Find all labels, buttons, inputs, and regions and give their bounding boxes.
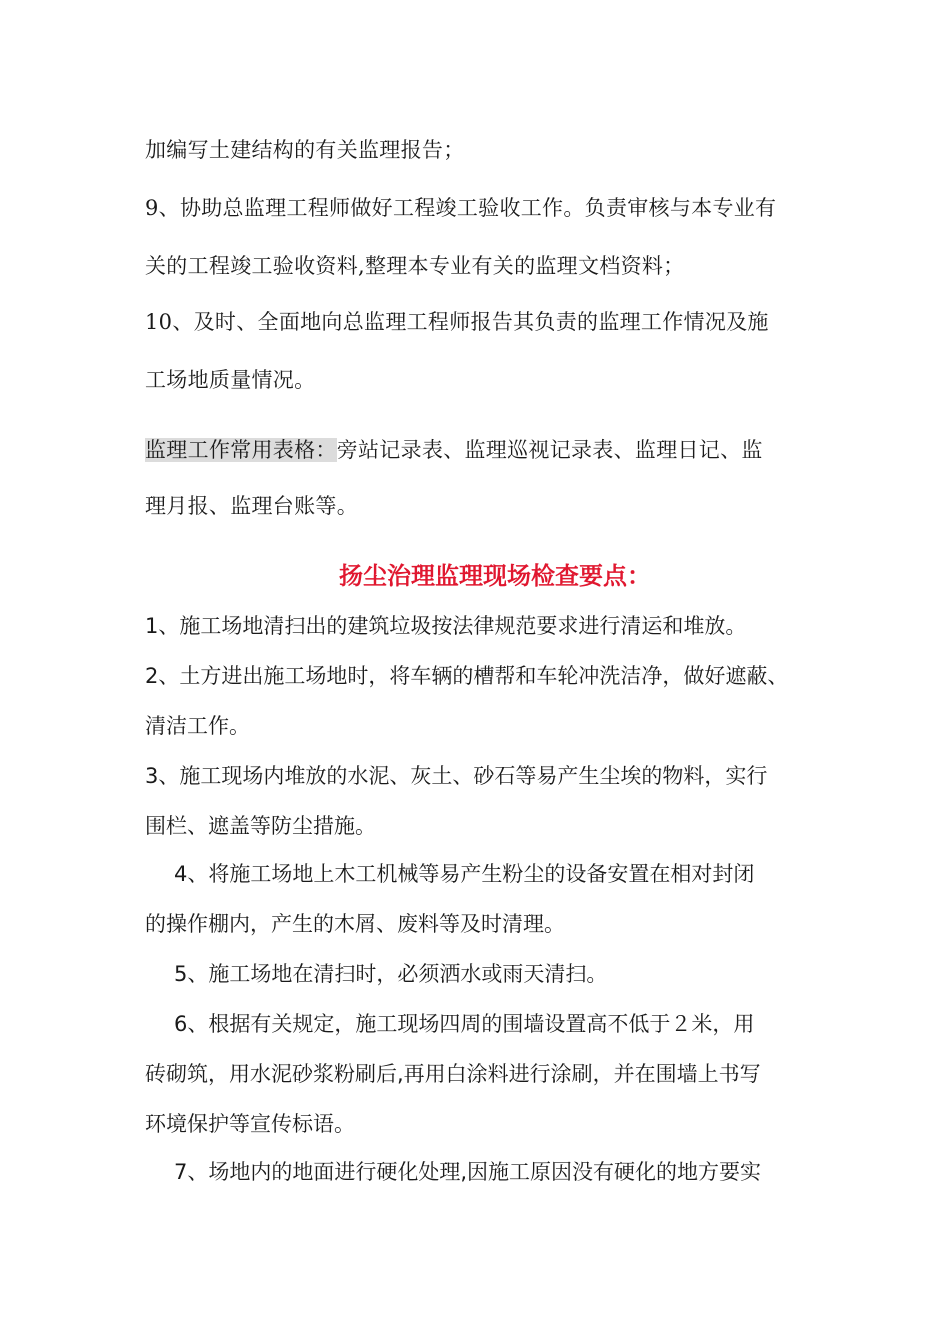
checklist-line: 5、施工场地在清扫时，必须洒水或雨天清扫。 <box>174 962 608 986</box>
checklist-line: 2、土方进出施工场地时，将车辆的槽帮和车轮冲洗洁净，做好遮蔽、 <box>145 664 789 688</box>
forms-line-continued: 理月报、监理台账等。 <box>145 494 358 518</box>
paragraph-line: 工场地质量情况。 <box>145 368 316 392</box>
checklist-line: 7、场地内的地面进行硬化处理,因施工原因没有硬化的地方要实 <box>174 1160 762 1184</box>
checklist-line: 环境保护等宣传标语。 <box>145 1112 355 1136</box>
checklist-line: 围栏、遮盖等防尘措施。 <box>145 814 376 838</box>
checklist-line: 3、施工现场内堆放的水泥、灰土、砂石等易产生尘埃的物料，实行 <box>145 764 768 788</box>
forms-label-highlight: 监理工作常用表格： <box>145 438 337 462</box>
checklist-line: 6、根据有关规定，施工现场四周的围墙设置高不低于２米，用 <box>174 1012 755 1036</box>
checklist-line: 4、将施工场地上木工机械等易产生粉尘的设备安置在相对封闭 <box>174 862 755 886</box>
forms-list-text: 旁站记录表、监理巡视记录表、监理日记、监 <box>336 438 763 462</box>
checklist-line: 砖砌筑，用水泥砂浆粉刷后,再用白涂料进行涂刷，并在围墙上书写 <box>145 1062 761 1086</box>
checklist-line: 的操作棚内，产生的木屑、废料等及时清理。 <box>145 912 565 936</box>
checklist-line: 清洁工作。 <box>145 714 250 738</box>
paragraph-line: 加编写土建结构的有关监理报告； <box>145 138 465 162</box>
forms-line <box>145 436 763 464</box>
paragraph-line: 关的工程竣工验收资料,整理本专业有关的监理文档资料； <box>145 254 685 278</box>
paragraph-line: 10、及时、全面地向总监理工程师报告其负责的监理工作情况及施 <box>145 310 769 334</box>
dust-control-heading: 扬尘治理监理现场检查要点： <box>339 562 651 590</box>
paragraph-line: 9、协助总监理工程师做好工程竣工验收工作。负责审核与本专业有 <box>145 196 777 220</box>
checklist-line: 1、施工场地清扫出的建筑垃圾按法律规范要求进行清运和堆放。 <box>145 614 747 638</box>
